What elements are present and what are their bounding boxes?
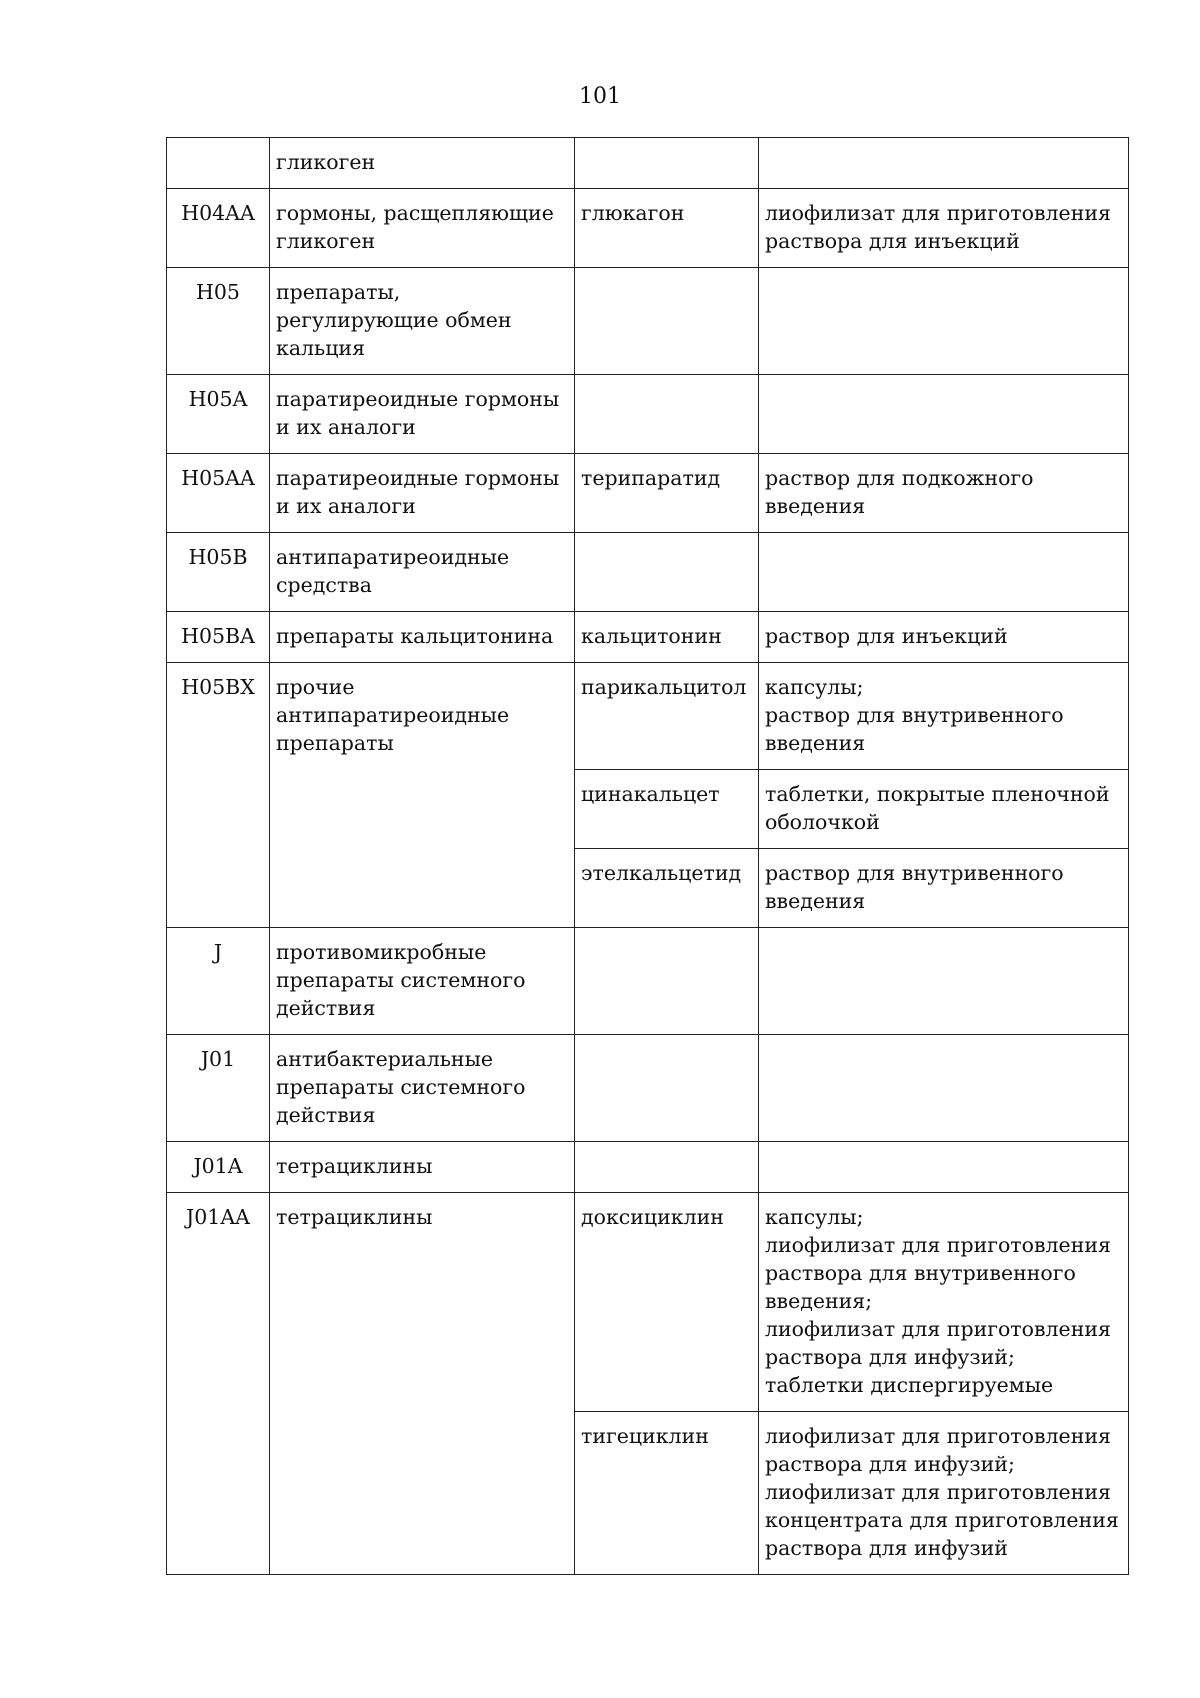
atc-code-cell: H05BX <box>167 663 270 928</box>
table-row <box>167 189 1129 268</box>
drug-name-cell <box>575 268 759 375</box>
atc-code-cell: H05AA <box>167 454 270 533</box>
dosage-forms-cell <box>759 533 1129 612</box>
table-row <box>167 1142 1129 1193</box>
drug-name-cell: тигециклин <box>575 1412 759 1575</box>
dosage-forms-cell: таблетки, покрытые пленочной оболочкой <box>759 770 1129 849</box>
drug-name-cell <box>575 138 759 189</box>
group-name-cell: препараты, регулирующие обмен кальция <box>270 268 575 375</box>
drug-name-cell: парикальцитол <box>575 663 759 770</box>
atc-code-cell: H05BA <box>167 612 270 663</box>
table-row <box>167 1035 1129 1142</box>
table-row <box>167 268 1129 375</box>
dosage-forms-cell <box>759 1142 1129 1193</box>
dosage-forms-cell: раствор для подкожного введения <box>759 454 1129 533</box>
dosage-forms-cell <box>759 1035 1129 1142</box>
group-name-cell: прочие антипаратиреоидные препараты <box>270 663 575 928</box>
dosage-forms-cell: раствор для внутривенного введения <box>759 849 1129 928</box>
page-number: 101 <box>579 84 621 109</box>
group-name-cell: противомикробные препараты системного действия <box>270 928 575 1035</box>
table-row <box>167 663 1129 770</box>
table-row <box>167 533 1129 612</box>
dosage-forms-cell: лиофилизат для приготовления раствора для инфузий; лиофилизат для приготовления концентрата для приготовления раствора для инфузий <box>759 1412 1129 1575</box>
group-name-cell: тетрациклины <box>270 1142 575 1193</box>
drug-name-cell: глюкагон <box>575 189 759 268</box>
group-name-cell: антипаратиреоидные средства <box>270 533 575 612</box>
drug-name-cell <box>575 928 759 1035</box>
drug-name-cell <box>575 1035 759 1142</box>
dosage-forms-cell: лиофилизат для приготовления раствора для инъекций <box>759 189 1129 268</box>
table-row <box>167 612 1129 663</box>
group-name-cell: паратиреоидные гормоны и их аналоги <box>270 375 575 454</box>
dosage-forms-cell <box>759 268 1129 375</box>
drug-name-cell: кальцитонин <box>575 612 759 663</box>
dosage-forms-cell <box>759 138 1129 189</box>
group-name-cell: гормоны, расщепляющие гликоген <box>270 189 575 268</box>
group-name-cell: тетрациклины <box>270 1193 575 1575</box>
table-row <box>167 375 1129 454</box>
drug-name-cell: терипаратид <box>575 454 759 533</box>
atc-code-cell: J01AA <box>167 1193 270 1575</box>
atc-code-cell: J01A <box>167 1142 270 1193</box>
atc-code-cell: H04AA <box>167 189 270 268</box>
drug-name-cell <box>575 1142 759 1193</box>
dosage-forms-cell <box>759 375 1129 454</box>
group-name-cell: препараты кальцитонина <box>270 612 575 663</box>
atc-code-cell: H05 <box>167 268 270 375</box>
atc-code-cell <box>167 138 270 189</box>
group-name-cell: паратиреоидные гормоны и их аналоги <box>270 454 575 533</box>
drug-name-cell: этелкальцетид <box>575 849 759 928</box>
atc-code-cell: J01 <box>167 1035 270 1142</box>
group-name-cell: антибактериальные препараты системного действия <box>270 1035 575 1142</box>
drug-name-cell <box>575 533 759 612</box>
dosage-forms-cell <box>759 928 1129 1035</box>
table-row <box>167 928 1129 1035</box>
dosage-forms-cell: капсулы; раствор для внутривенного введения <box>759 663 1129 770</box>
drug-table <box>166 137 1129 1575</box>
drug-name-cell: доксициклин <box>575 1193 759 1412</box>
drug-name-cell <box>575 375 759 454</box>
dosage-forms-cell: капсулы; лиофилизат для приготовления раствора для внутривенного введения; лиофилизат для приготовления раствора для инфузий; таблетки диспергируемые <box>759 1193 1129 1412</box>
table-row <box>167 138 1129 189</box>
table-row <box>167 1193 1129 1412</box>
drug-name-cell: цинакальцет <box>575 770 759 849</box>
atc-code-cell: H05B <box>167 533 270 612</box>
table-row <box>167 454 1129 533</box>
dosage-forms-cell: раствор для инъекций <box>759 612 1129 663</box>
atc-code-cell: H05A <box>167 375 270 454</box>
group-name-cell: гликоген <box>270 138 575 189</box>
atc-code-cell: J <box>167 928 270 1035</box>
